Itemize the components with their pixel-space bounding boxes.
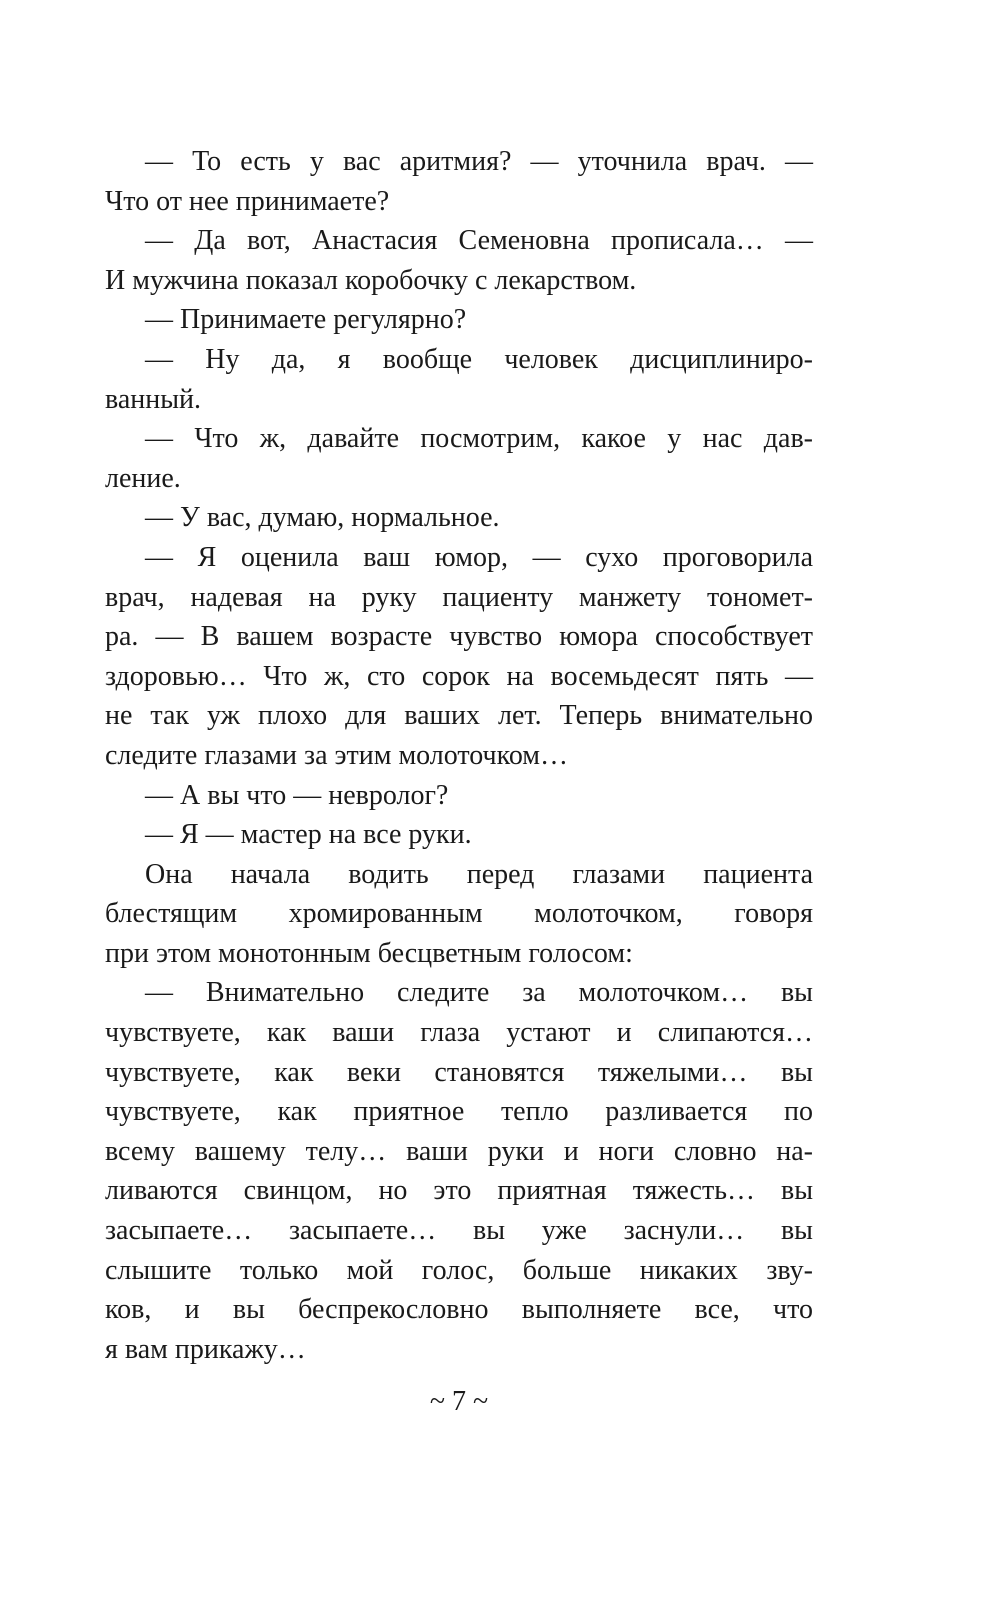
text-line: И мужчина показал коробочку с лекарством. (105, 264, 637, 296)
text-line: — Я оценила ваш юмор, — сухо проговорила (145, 541, 813, 573)
text-line: засыпаете… засыпаете… вы уже заснули… вы (105, 1215, 813, 1247)
text-line: Она начала водить перед глазами пациента (145, 858, 813, 890)
text-line: — Я — мастер на все руки. (145, 819, 472, 851)
text-line: — Да вот, Анастасия Семеновна прописала… — (145, 225, 813, 257)
text-line: ливаются свинцом, но это приятная тяжесть… вы (105, 1175, 813, 1207)
text-line: — Что ж, давайте посмотрим, какое у нас дав- (145, 423, 813, 455)
text-line: следите глазами за этим молоточком… (105, 739, 568, 771)
text-line: — Внимательно следите за молоточком… вы (145, 977, 813, 1009)
text-line: чувствуете, как приятное тепло разливается по (105, 1096, 813, 1128)
text-line: — Ну да, я вообще человек дисциплиниро- (145, 343, 813, 375)
text-line: — То есть у вас аритмия? — уточнила врач. — (145, 146, 813, 177)
text-line: здоровью… Что ж, сто сорок на восемьдесят пять — (105, 660, 813, 692)
text-line: при этом монотонным бесцветным голосом: (105, 937, 633, 969)
text-line: всему вашему телу… ваши руки и ноги словно на- (105, 1135, 813, 1167)
text-line: ванный. (105, 383, 202, 415)
text-line: я вам прикажу… (105, 1333, 306, 1365)
text-line: блестящим хромированным молоточком, говоря (105, 898, 813, 930)
body-text (105, 142, 813, 1369)
page-number: ~ 7 ~ (429, 1386, 489, 1417)
text-line: — Принимаете регулярно? (145, 304, 467, 336)
text-line: ков, и вы беспрекословно выполняете все, что (105, 1294, 813, 1326)
text-line: — А вы что — невролог? (145, 779, 449, 811)
text-line: — У вас, думаю, нормальное. (145, 502, 500, 534)
text-line: Что от нее принимаете? (105, 185, 390, 217)
text-line: чувствуете, как ваши глаза устают и слипаются… (105, 1017, 813, 1049)
text-line: ление. (105, 462, 181, 494)
text-line: ра. — В вашем возрасте чувство юмора способствует (105, 621, 813, 653)
text-line: не так уж плохо для ваших лет. Теперь внимательно (105, 700, 813, 732)
text-line: слышите только мой голос, больше никаких зву- (105, 1254, 813, 1286)
text-line: чувствуете, как веки становятся тяжелыми… вы (105, 1056, 813, 1088)
text-line: врач, надевая на руку пациенту манжету тономет- (105, 581, 813, 613)
